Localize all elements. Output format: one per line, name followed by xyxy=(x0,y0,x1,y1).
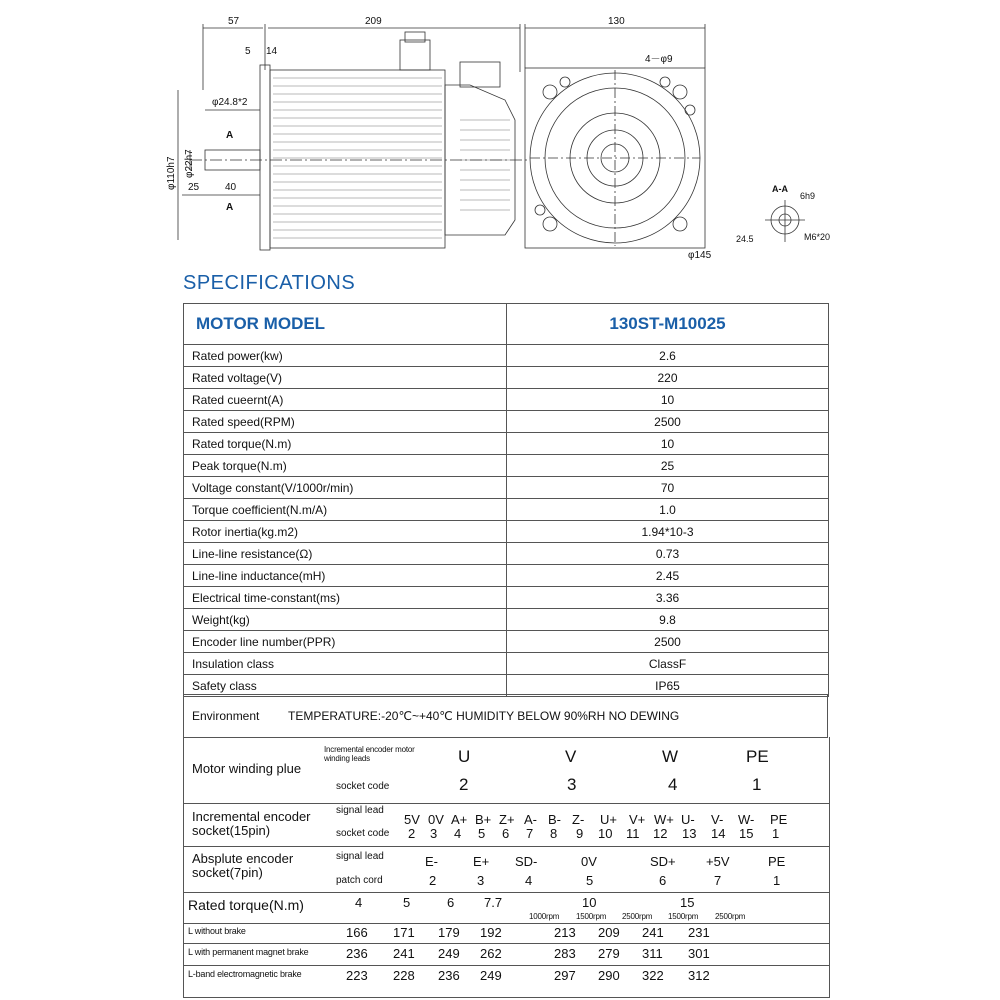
inc-code: 5 xyxy=(478,826,486,841)
dim-phi24-8: φ24.8*2 xyxy=(212,97,248,108)
section-a-bottom: A xyxy=(226,202,234,213)
spec-value: 70 xyxy=(507,477,829,499)
abs-code: 1 xyxy=(773,873,781,888)
motor-model-row xyxy=(184,304,829,345)
spec-label: Insulation class xyxy=(184,653,507,675)
dim-57: 57 xyxy=(228,16,240,27)
front-view xyxy=(525,16,712,261)
inc-code: 4 xyxy=(454,826,462,841)
abs-code: 3 xyxy=(477,873,485,888)
abs-code: 7 xyxy=(714,873,722,888)
shaft-depth-label: 24.5 xyxy=(736,234,754,244)
spec-label: Encoder line number(PPR) xyxy=(184,631,507,653)
inc-signal: B- xyxy=(548,812,561,827)
spec-row xyxy=(184,565,829,587)
inc-code: 7 xyxy=(526,826,534,841)
spec-row xyxy=(184,411,829,433)
length-value: 209 xyxy=(598,925,620,940)
speed-label: 2500rpm xyxy=(622,912,653,921)
winding-lead-label: Incremental encoder motor xyxy=(324,745,415,754)
length-value: 231 xyxy=(688,925,710,940)
spec-value: 1.0 xyxy=(507,499,829,521)
torque-value: 7.7 xyxy=(484,895,503,910)
torque-value: 5 xyxy=(403,895,411,910)
abs-signal: 0V xyxy=(581,854,597,869)
motor-dimension-drawing xyxy=(160,10,840,268)
spec-label: Torque coefficient(N.m/A) xyxy=(184,499,507,521)
inc-signal: W- xyxy=(738,812,755,827)
length-value: 179 xyxy=(438,925,460,940)
environment-label: Environment xyxy=(192,709,260,723)
spec-label: Rated voltage(V) xyxy=(184,367,507,389)
winding-lead: V xyxy=(565,747,577,766)
length-value: 301 xyxy=(688,946,710,961)
dim-phi110: φ110h7 xyxy=(166,156,177,190)
length-value: 236 xyxy=(346,946,368,961)
length-value: 297 xyxy=(554,968,576,983)
dim-40: 40 xyxy=(225,182,237,193)
spec-label: Line-line resistance(Ω) xyxy=(184,543,507,565)
length-value: 213 xyxy=(554,925,576,940)
length-value: 312 xyxy=(688,968,710,983)
length-value: 249 xyxy=(480,968,502,983)
length-value: 283 xyxy=(554,946,576,961)
spec-value: 2.45 xyxy=(507,565,829,587)
spec-row xyxy=(184,653,829,675)
abs-signal: +5V xyxy=(706,854,730,869)
torque-value: 10 xyxy=(582,895,597,910)
environment-table xyxy=(183,694,828,738)
inc-signal: PE xyxy=(770,812,788,827)
specifications-title: SPECIFICATIONS xyxy=(183,272,356,294)
abs-encoder-label: Absplute encoder xyxy=(192,851,294,866)
inc-signal: U+ xyxy=(600,812,617,827)
spec-row xyxy=(184,499,829,521)
inc-code: 9 xyxy=(576,826,584,841)
inc-code: 14 xyxy=(711,826,726,841)
length-value: 249 xyxy=(438,946,460,961)
speed-label: 1500rpm xyxy=(668,912,699,921)
winding-code: 2 xyxy=(459,775,469,794)
winding-lead: U xyxy=(458,747,471,766)
inc-signal: W+ xyxy=(654,812,674,827)
abs-signal-label: signal lead xyxy=(336,851,384,862)
length-value: 166 xyxy=(346,925,368,940)
length-value: 290 xyxy=(598,968,620,983)
spec-value: 2500 xyxy=(507,411,829,433)
inc-code: 13 xyxy=(682,826,697,841)
winding-code: 3 xyxy=(567,775,577,794)
spec-row xyxy=(184,389,829,411)
speed-label: 2500rpm xyxy=(715,912,746,921)
winding-label: Motor winding plue xyxy=(192,761,302,776)
inc-signal-label: signal lead xyxy=(336,805,384,816)
length-value: 311 xyxy=(642,946,663,961)
thread-label: M6*20 xyxy=(804,232,831,242)
spec-label: Safety class xyxy=(184,675,507,697)
spec-label: Rated speed(RPM) xyxy=(184,411,507,433)
spec-value: 220 xyxy=(507,367,829,389)
dim-14: 14 xyxy=(266,46,278,57)
length-value: 241 xyxy=(393,946,415,961)
inc-signal: Z- xyxy=(572,812,585,827)
spec-value: 1.94*10-3 xyxy=(507,521,829,543)
spec-row xyxy=(184,521,829,543)
dim-phi22: φ22h7 xyxy=(184,149,195,178)
winding-lead: PE xyxy=(746,747,769,766)
inc-code: 15 xyxy=(739,826,754,841)
spec-value: 9.8 xyxy=(507,609,829,631)
winding-lead-label-2: winding leads xyxy=(324,754,370,763)
inc-code: 3 xyxy=(430,826,438,841)
inc-encoder-label: Incremental encoder xyxy=(192,809,311,824)
torque-value: 4 xyxy=(355,895,363,910)
length-value: 322 xyxy=(642,968,664,983)
length-value: 228 xyxy=(393,968,415,983)
spec-row xyxy=(184,367,829,389)
wiring-and-dimension-tables xyxy=(183,737,830,998)
spec-label: Rated torque(N.m) xyxy=(184,433,507,455)
dim-5: 5 xyxy=(245,46,251,57)
inc-code: 1 xyxy=(772,826,780,841)
inc-signal: U- xyxy=(681,812,695,827)
abs-signal: SD- xyxy=(515,854,538,869)
length-value: 192 xyxy=(480,925,502,940)
length-value: 223 xyxy=(346,968,368,983)
spec-label: Voltage constant(V/1000r/min) xyxy=(184,477,507,499)
specifications-table xyxy=(183,303,829,697)
spec-row xyxy=(184,455,829,477)
length-row-label: L without brake xyxy=(188,926,246,936)
inc-code: 6 xyxy=(502,826,510,841)
abs-signal: PE xyxy=(768,854,786,869)
environment-row xyxy=(184,695,828,738)
inc-signal: Z+ xyxy=(499,812,515,827)
abs-code: 4 xyxy=(525,873,533,888)
shaft-section-detail xyxy=(736,184,830,244)
inc-code: 11 xyxy=(626,826,640,841)
inc-signal: V- xyxy=(711,812,724,827)
inc-signal: A- xyxy=(524,812,537,827)
inc-code: 10 xyxy=(598,826,613,841)
speed-label: 1000rpm xyxy=(529,912,560,921)
inc-signal: 5V xyxy=(404,812,420,827)
dim-25: 25 xyxy=(188,182,200,193)
length-value: 279 xyxy=(598,946,620,961)
inc-socket-label: socket code xyxy=(336,828,390,839)
abs-code: 6 xyxy=(659,873,667,888)
abs-cord-label: patch cord xyxy=(336,875,383,886)
spec-value: 2500 xyxy=(507,631,829,653)
abs-code: 5 xyxy=(586,873,594,888)
inc-signal: 0V xyxy=(428,812,444,827)
spec-value: 25 xyxy=(507,455,829,477)
winding-lead: W xyxy=(662,747,679,766)
winding-code: 4 xyxy=(668,775,678,794)
spec-value: IP65 xyxy=(507,675,829,697)
winding-socket-label: socket code xyxy=(336,781,390,792)
torque-table-label: Rated torque(N.m) xyxy=(188,897,304,913)
side-view xyxy=(166,16,530,250)
inc-signal: V+ xyxy=(629,812,646,827)
spec-row xyxy=(184,433,829,455)
abs-signal: E- xyxy=(425,854,438,869)
speed-label: 1500rpm xyxy=(576,912,607,921)
pcd-label: φ145 xyxy=(688,250,712,261)
inc-signal: B+ xyxy=(475,812,492,827)
spec-label: Electrical time-constant(ms) xyxy=(184,587,507,609)
spec-label: Weight(kg) xyxy=(184,609,507,631)
spec-row xyxy=(184,609,829,631)
abs-signal: E+ xyxy=(473,854,490,869)
spec-value: 0.73 xyxy=(507,543,829,565)
environment-value: TEMPERATURE:-20℃~+40℃ HUMIDITY BELOW 90%RH NO DEWING xyxy=(288,709,680,723)
spec-value: 10 xyxy=(507,433,829,455)
torque-value: 15 xyxy=(680,895,695,910)
length-value: 262 xyxy=(480,946,502,961)
motor-model-value: 130ST-M10025 xyxy=(507,304,829,345)
dim-130: 130 xyxy=(608,16,625,27)
inc-code: 12 xyxy=(653,826,668,841)
spec-value: ClassF xyxy=(507,653,829,675)
length-value: 171 xyxy=(393,925,415,940)
inc-code: 2 xyxy=(408,826,416,841)
holes-label: 4－φ9 xyxy=(645,54,673,65)
spec-row xyxy=(184,631,829,653)
spec-label: Rotor inertia(kg.m2) xyxy=(184,521,507,543)
abs-code: 2 xyxy=(429,873,437,888)
spec-label: Rated cueernt(A) xyxy=(184,389,507,411)
inc-encoder-label-2: socket(15pin) xyxy=(192,823,271,838)
winding-code: 1 xyxy=(752,775,762,794)
spec-label: Rated power(kw) xyxy=(184,345,507,367)
length-row-label: L-band electromagnetic brake xyxy=(188,969,302,979)
section-a-top: A xyxy=(226,130,234,141)
length-value: 236 xyxy=(438,968,460,983)
dim-209: 209 xyxy=(365,16,382,27)
spec-value: 10 xyxy=(507,389,829,411)
spec-value: 2.6 xyxy=(507,345,829,367)
spec-value: 3.36 xyxy=(507,587,829,609)
spec-row xyxy=(184,477,829,499)
abs-signal: SD+ xyxy=(650,854,676,869)
spec-row xyxy=(184,345,829,367)
spec-row xyxy=(184,587,829,609)
detail-aa-label: A-A xyxy=(772,184,788,194)
inc-signal: A+ xyxy=(451,812,468,827)
length-row-label: L with permanent magnet brake xyxy=(188,947,309,957)
spec-row xyxy=(184,543,829,565)
torque-value: 6 xyxy=(447,895,455,910)
inc-code: 8 xyxy=(550,826,558,841)
spec-label: Line-line inductance(mH) xyxy=(184,565,507,587)
abs-encoder-label-2: socket(7pin) xyxy=(192,865,263,880)
length-value: 241 xyxy=(642,925,664,940)
motor-model-label: MOTOR MODEL xyxy=(184,304,507,345)
key-label: 6h9 xyxy=(800,191,816,201)
spec-label: Peak torque(N.m) xyxy=(184,455,507,477)
